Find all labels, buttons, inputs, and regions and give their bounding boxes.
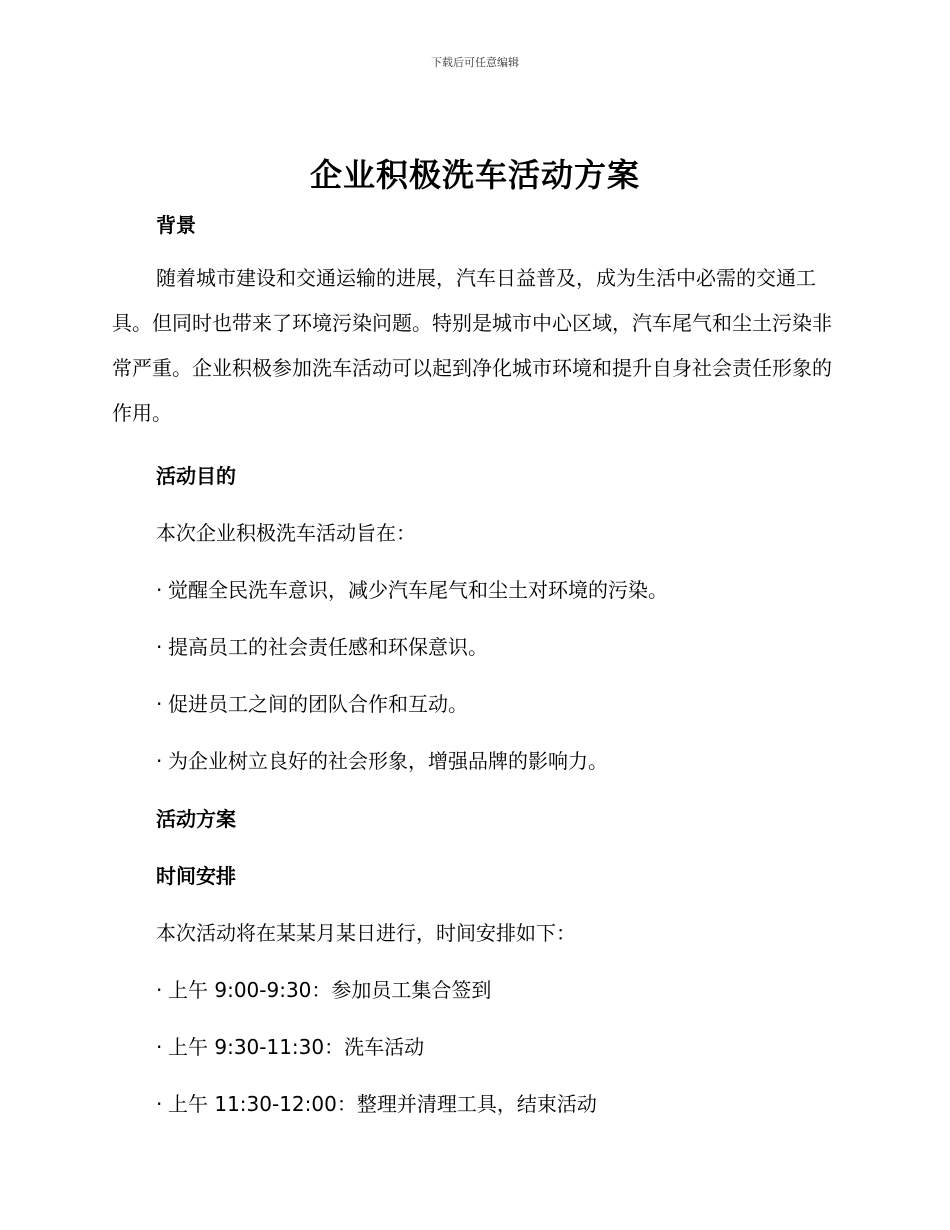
purpose-list-item: · 为企业树立良好的社会形象，增强品牌的影响力。 xyxy=(156,749,608,773)
background-paragraph xyxy=(112,256,832,436)
schedule-intro: 本次活动将在某某月某日进行，时间安排如下： xyxy=(156,921,576,945)
bullet-icon: · xyxy=(156,635,163,659)
section-heading-purpose: 活动目的 xyxy=(156,464,236,488)
schedule-list-item: · 上午 11:30-12:00：整理并清理工具，结束活动 xyxy=(156,1092,597,1116)
purpose-list-item: · 促进员工之间的团队合作和互动。 xyxy=(156,692,468,716)
header-note: 下载后可任意编辑 xyxy=(431,56,519,69)
schedule-list-item: · 上午 9:30-11:30：洗车活动 xyxy=(156,1035,425,1059)
schedule-list-item: · 上午 9:00-9:30：参加员工集合签到 xyxy=(156,978,492,1002)
bullet-icon: · xyxy=(156,1035,163,1059)
purpose-intro: 本次企业积极洗车活动旨在： xyxy=(156,521,416,545)
background-paragraph-text: 随着城市建设和交通运输的进展，汽车日益普及，成为生活中必需的交通工具。但同时也带来了环境污染问题。特别是城市中心区域，汽车尾气和尘土污染非常严重。企业积极参加洗车活动可以起到净化城市环境和提升自身社会责任形象的作用。 xyxy=(112,266,832,425)
bullet-icon: · xyxy=(156,1092,163,1116)
bullet-icon: · xyxy=(156,749,163,773)
section-heading-schedule: 时间安排 xyxy=(156,864,236,888)
bullet-icon: · xyxy=(156,692,163,716)
purpose-list-item: · 觉醒全民洗车意识，减少汽车尾气和尘土对环境的污染。 xyxy=(156,578,668,602)
bullet-icon: · xyxy=(156,978,163,1002)
purpose-list-item: · 提高员工的社会责任感和环保意识。 xyxy=(156,635,488,659)
document-title: 企业积极洗车活动方案 xyxy=(309,156,640,194)
bullet-icon: · xyxy=(156,578,163,602)
section-heading-plan: 活动方案 xyxy=(156,807,236,831)
section-heading-background: 背景 xyxy=(156,213,196,237)
